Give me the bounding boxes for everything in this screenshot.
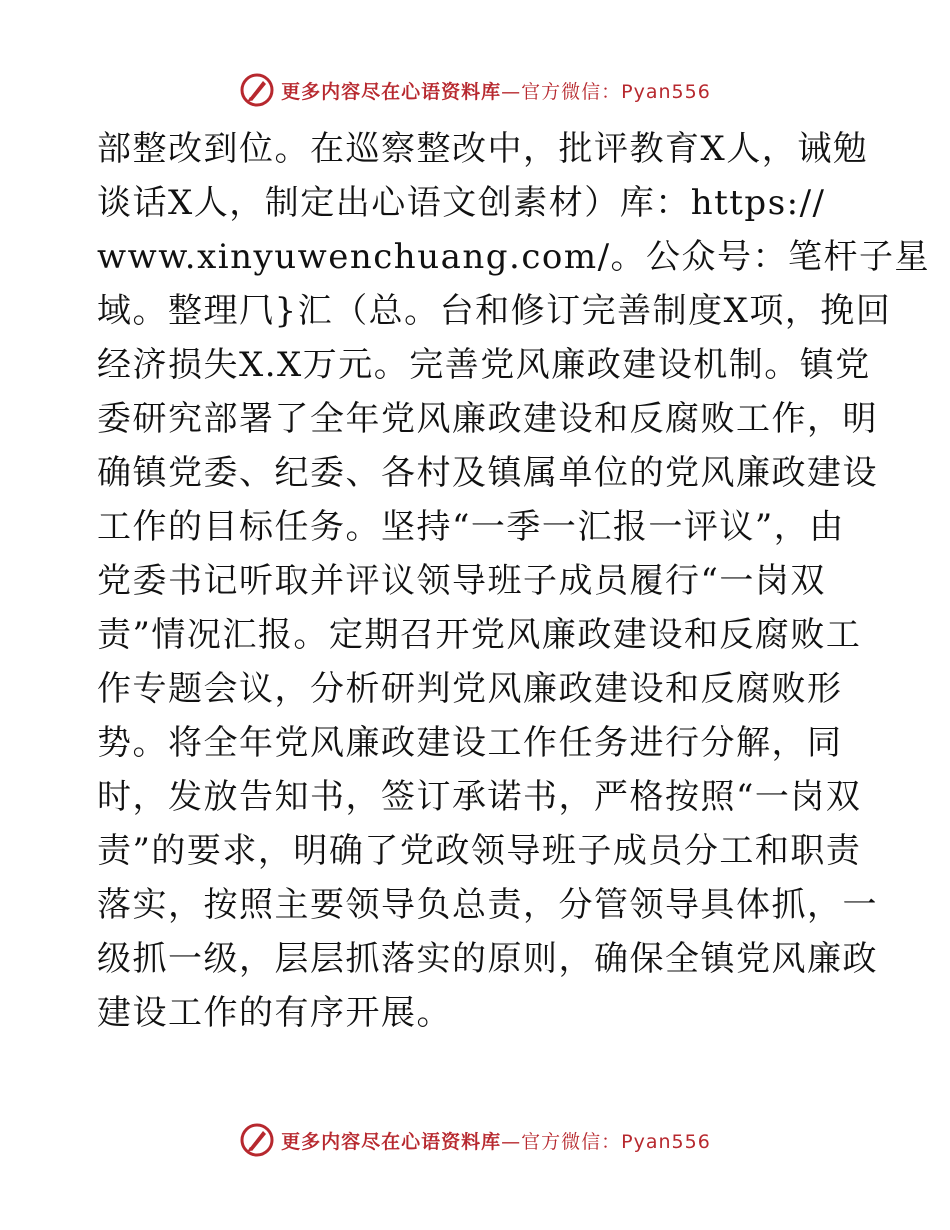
body-line: 责”的要求，明确了党政领导班子成员分工和职责 — [97, 831, 862, 871]
body-line: 级抓一级，层层抓落实的原则，确保全镇党风廉政 — [97, 939, 878, 979]
footer-brand-text: 更多内容尽在心语资料库 — [281, 1130, 502, 1153]
footer-contact-text: —官方微信：Pyan556 — [501, 1130, 711, 1153]
body-line: 责”情况汇报。定期召开党风廉政建设和反腐败工 — [97, 615, 862, 655]
body-line: 作专题会议，分析研判党风廉政建设和反腐败形 — [97, 669, 843, 709]
quill-pen-icon — [239, 72, 275, 108]
footer-watermark-banner — [0, 1120, 950, 1160]
body-line: 委研究部署了全年党风廉政建设和反腐败工作，明 — [97, 399, 878, 439]
quill-pen-icon — [239, 1122, 275, 1158]
header-watermark-banner — [0, 70, 950, 110]
header-brand-text: 更多内容尽在心语资料库 — [281, 80, 502, 103]
body-line: 工作的目标任务。坚持“一季一汇报一评议”，由 — [97, 507, 845, 547]
body-line: 势。将全年党风廉政建设工作任务进行分解，同 — [97, 723, 843, 763]
body-line: 经济损失X.X万元。完善党风廉政建设机制。镇党 — [97, 345, 871, 385]
body-line: 党委书记听取并评议领导班子成员履行“一岗双 — [97, 561, 826, 601]
body-line: 时，发放告知书，签订承诺书，严格按照“一岗双 — [97, 777, 862, 817]
body-line: 落实，按照主要领导负总责，分管领导具体抓，一 — [97, 885, 878, 925]
body-line: 部整改到位。在巡察整改中，批评教育X人，诫勉 — [97, 129, 869, 169]
header-contact-text: —官方微信：Pyan556 — [501, 80, 711, 103]
body-line: 建设工作的有序开展。 — [97, 993, 452, 1033]
body-line: 谈话X人，制定出心语文创素材）库：https:// — [97, 183, 826, 223]
document-body — [97, 122, 931, 1040]
body-line: www.xinyuwenchuang.com/。公众号：笔杆子星 — [97, 237, 931, 277]
body-line: 确镇党委、纪委、各村及镇属单位的党风廉政建设 — [97, 453, 878, 493]
body-line: 域。整理⺇}汇（总。台和修订完善制度X项，挽回 — [97, 291, 892, 331]
